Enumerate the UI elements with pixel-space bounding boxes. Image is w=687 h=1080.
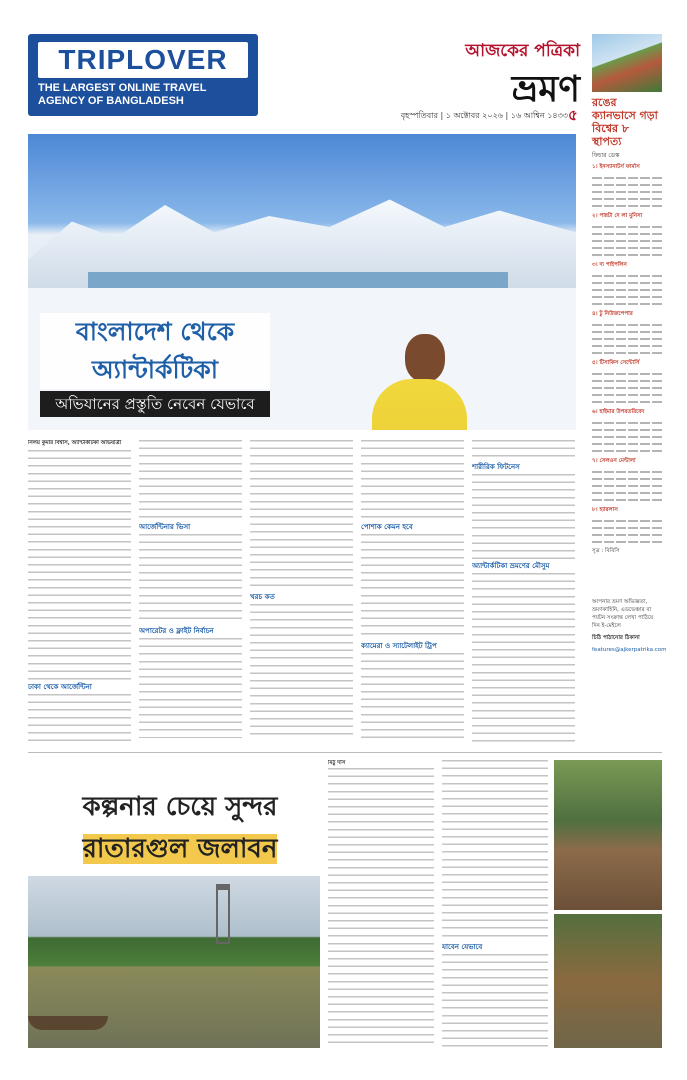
lead-subhead: খরচ কত	[250, 593, 275, 601]
paper-name: আজকের পত্রিকা	[465, 41, 580, 61]
page-number: ৫	[568, 106, 578, 124]
second-column	[328, 760, 434, 1050]
sidebar-byline: ফিচার ডেস্ক	[592, 152, 620, 159]
lead-subhead: ঢাকা থেকে আর্জেন্টিনা	[28, 682, 92, 691]
lead-subhead: অ্যান্টার্কটিকা ভ্রমণের মৌসুম	[472, 562, 550, 570]
lead-column	[250, 440, 353, 745]
triplover-logo: TRIPLOVER	[38, 42, 248, 78]
sidebar-item: ৩। দ্য পাইপলিন	[592, 262, 627, 268]
sidebar-footer-text: আপনার ভ্রমণ অভিজ্ঞতা, ভ্রমণকাহিনি, এডভেঞ্চার বা পর্যটন সংক্রান্ত লেখা পাঠিয়ে দিন ই-মেইলে	[592, 599, 654, 629]
lead-subhead: পোশাক কেমন হবে	[361, 523, 413, 531]
lead-subhead: অপারেটর ও ফ্লাইট নির্বাচন	[139, 627, 214, 635]
sidebar-body	[592, 160, 662, 590]
sidebar-item: ২। পান্নটা দে লা মুনিসা	[592, 213, 643, 219]
lead-title-line2: অ্যান্টার্কটিকা	[40, 351, 270, 389]
second-title-line2	[40, 828, 320, 872]
lead-column	[472, 440, 575, 745]
lead-subhead: ক্যামেরা ও স্যাটেলাইট ট্রিপ	[361, 642, 437, 650]
lead-body	[28, 440, 576, 750]
sidebar-item: ৪। টু নিউজপেপার	[592, 311, 633, 317]
lead-column	[28, 440, 131, 745]
sidebar-photo	[592, 34, 662, 92]
lead-column	[139, 440, 242, 745]
sidebar-item: ৬। হাইমার উপরতরিবেদ	[592, 409, 645, 415]
section-divider	[28, 752, 662, 753]
lead-subhead: শারীরিক ফিটনেস	[472, 463, 520, 471]
sidebar-item: ১। ইনস্যানাটর্স ফার্মাস	[592, 164, 640, 170]
second-title-line1: কল্পনার চেয়ে সুন্দর	[82, 792, 278, 822]
section-title: ভ্রমণ	[511, 69, 580, 110]
sidebar-email[interactable]: features@ajkerpatrika.com	[592, 647, 667, 653]
sidebar-footer	[592, 598, 667, 654]
lead-subhead: আর্জেন্টিনার ভিসা	[139, 523, 191, 531]
boat-photo	[554, 760, 662, 910]
ratargul-photo	[28, 876, 320, 1048]
second-column	[442, 760, 548, 1050]
lead-title-line1: বাংলাদেশ থেকে	[40, 313, 270, 351]
sidebar-footer-title: চিঠি পাঠানোর ঠিকানা	[592, 635, 640, 641]
second-title-highlight: রাতারগুল জলাবন	[82, 834, 278, 864]
sidebar-item: ৫। টিসাকিস সেন্টোর্সি	[592, 360, 640, 366]
tree-roots-photo	[554, 914, 662, 1048]
lead-column	[361, 440, 464, 745]
second-subhead: যাবেন যেভাবে	[442, 943, 483, 951]
lead-subtitle: অভিযানের প্রস্তুতি নেবেন যেভাবে	[40, 391, 270, 417]
sidebar-headline: রঙের ক্যানভাসে গড়া বিশ্বের ৮ স্থাপত্য	[592, 96, 658, 148]
lead-byline: নিলয় কুমার বিশ্বাস, অ্যান্টার্কটিকা অভিযাত্রী	[28, 440, 122, 446]
sidebar-item: ৭। সেলওন মেন্টালা	[592, 458, 636, 464]
sidebar-item: ৮। হ্যারলাস	[592, 507, 618, 513]
second-body	[328, 760, 550, 1050]
second-byline: মিঠু দাস	[328, 760, 346, 766]
triplover-ad[interactable]	[28, 34, 258, 116]
dateline: বৃহস্পতিবার | ১ অক্টোবর ২০২৬ | ১৬ আশ্বিন ১৪৩৩	[400, 111, 568, 120]
sidebar-source: সূত্র : বিবিসি	[592, 548, 620, 554]
ad-tagline: THE LARGEST ONLINE TRAVEL AGENCY OF BANGLADESH	[38, 82, 207, 107]
